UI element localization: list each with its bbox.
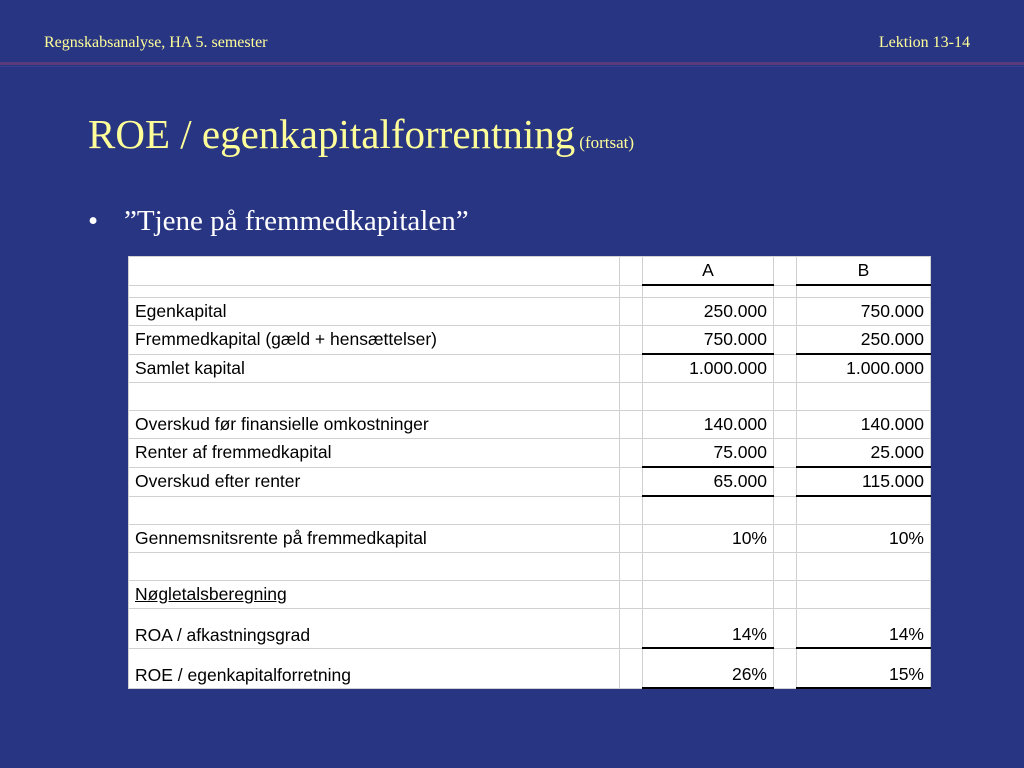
value-b: 250.000 bbox=[797, 326, 931, 355]
table-row bbox=[129, 525, 931, 553]
table-row bbox=[129, 411, 931, 439]
slide-title-sub: (fortsat) bbox=[579, 133, 635, 152]
value-a: 26% bbox=[643, 648, 774, 688]
slide-header bbox=[0, 0, 1024, 64]
header-divider-thin bbox=[0, 66, 1024, 67]
header-divider bbox=[0, 62, 1024, 65]
slide-title bbox=[88, 110, 634, 158]
section-heading: Nøgletalsberegning bbox=[129, 581, 620, 609]
header-lecture: Lektion 13-14 bbox=[878, 34, 970, 51]
value-b: 15% bbox=[797, 648, 931, 688]
spacer-row bbox=[129, 496, 931, 525]
value-a: 1.000.000 bbox=[643, 354, 774, 383]
row-label: Renter af fremmedkapital bbox=[129, 439, 620, 468]
table-cell bbox=[620, 257, 643, 286]
table-cell bbox=[129, 257, 620, 286]
row-label: Samlet kapital bbox=[129, 354, 620, 383]
table-row bbox=[129, 467, 931, 496]
row-label: ROA / afkastningsgrad bbox=[129, 609, 620, 649]
table-row bbox=[129, 609, 931, 649]
bullet-point bbox=[88, 205, 469, 238]
column-header-a: A bbox=[643, 257, 774, 286]
header-course: Regnskabsanalyse, HA 5. semester bbox=[44, 34, 268, 51]
value-b: 750.000 bbox=[797, 298, 931, 326]
table-header-row bbox=[129, 257, 931, 286]
value-a: 750.000 bbox=[643, 326, 774, 355]
table-row bbox=[129, 648, 931, 688]
spacer-row bbox=[129, 383, 931, 411]
table-row bbox=[129, 439, 931, 468]
spacer-row bbox=[129, 553, 931, 581]
value-a: 10% bbox=[643, 525, 774, 553]
value-b: 115.000 bbox=[797, 467, 931, 496]
capital-table bbox=[128, 256, 931, 689]
bullet-marker: • bbox=[88, 205, 99, 237]
value-a: 75.000 bbox=[643, 439, 774, 468]
bullet-text: ”Tjene på fremmedkapitalen” bbox=[124, 205, 469, 237]
row-label: Overskud efter renter bbox=[129, 467, 620, 496]
column-header-b: B bbox=[797, 257, 931, 286]
value-a: 140.000 bbox=[643, 411, 774, 439]
table-row bbox=[129, 326, 931, 355]
section-heading-row bbox=[129, 581, 931, 609]
row-label: Gennemsnitsrente på fremmedkapital bbox=[129, 525, 620, 553]
spacer-row bbox=[129, 285, 931, 298]
table-row bbox=[129, 354, 931, 383]
row-label: Egenkapital bbox=[129, 298, 620, 326]
value-a: 14% bbox=[643, 609, 774, 649]
value-a: 250.000 bbox=[643, 298, 774, 326]
row-label: ROE / egenkapitalforretning bbox=[129, 648, 620, 688]
table-cell bbox=[774, 257, 797, 286]
value-b: 14% bbox=[797, 609, 931, 649]
value-b: 10% bbox=[797, 525, 931, 553]
value-a: 65.000 bbox=[643, 467, 774, 496]
value-b: 25.000 bbox=[797, 439, 931, 468]
value-b: 140.000 bbox=[797, 411, 931, 439]
table-row bbox=[129, 298, 931, 326]
row-label: Overskud før finansielle omkostninger bbox=[129, 411, 620, 439]
value-b: 1.000.000 bbox=[797, 354, 931, 383]
row-label: Fremmedkapital (gæld + hensættelser) bbox=[129, 326, 620, 355]
slide-title-main: ROE / egenkapitalforrentning bbox=[88, 111, 576, 157]
